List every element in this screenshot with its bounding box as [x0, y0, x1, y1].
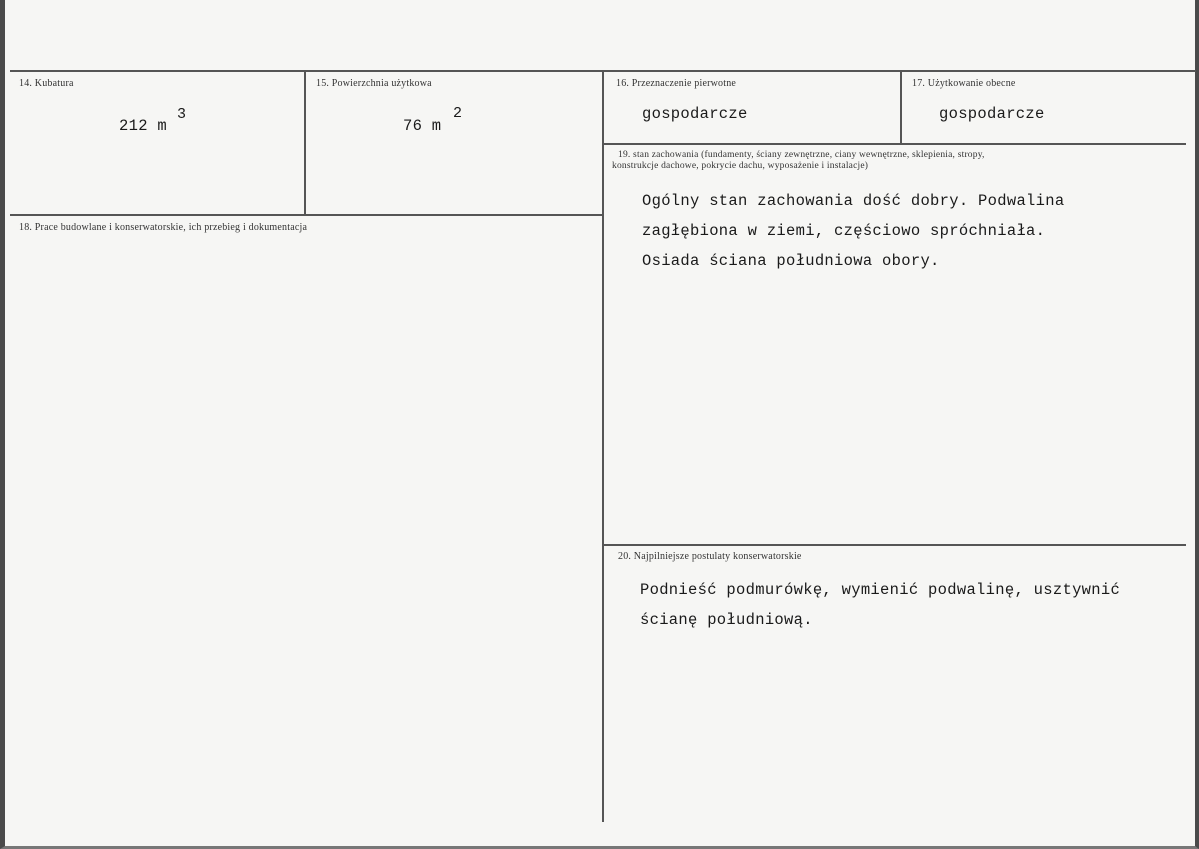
field-17-value: gospodarcze [939, 105, 1045, 123]
field-19-text-line3: Osiada ściana południowa obory. [642, 252, 940, 270]
field-20-text-line2: ścianę południową. [640, 611, 813, 629]
divider-16-17 [900, 72, 902, 144]
divider-main-column [602, 72, 604, 822]
field-15-label: 15. Powierzchnia użytkowa [316, 78, 432, 89]
field-16-value: gospodarcze [642, 105, 748, 123]
field-14-exponent: 3 [177, 106, 187, 123]
divider-14-15 [304, 72, 306, 215]
field-20-label: 20. Najpilniejsze postulaty konserwatorskie [618, 551, 802, 562]
field-19-label-line1: 19. stan zachowania (fundamenty, ściany zewnętrzne, ciany wewnętrzne, sklepienia, stropy, [618, 150, 985, 160]
field-20-text-line1: Podnieść podmurówkę, wymienić podwalinę, usztywnić [640, 581, 1121, 599]
field-15-value: 76 m [403, 117, 442, 135]
rule-above-20 [604, 544, 1186, 546]
field-19-text-line2: zagłębiona w ziemi, częściowo spróchniała. [642, 222, 1046, 240]
field-16-label: 16. Przeznaczenie pierwotne [616, 78, 737, 89]
field-18-label: 18. Prace budowlane i konserwatorskie, ich przebieg i dokumentacja [19, 222, 308, 233]
field-15-exponent: 2 [453, 105, 463, 122]
rule-below-14-15 [10, 214, 604, 216]
field-19-text-line1: Ogólny stan zachowania dość dobry. Podwalina [642, 192, 1065, 210]
field-14-label: 14. Kubatura [19, 78, 74, 89]
field-19-label-line2: konstrukcje dachowe, pokrycie dachu, wyposażenie i instalacje) [612, 161, 869, 171]
rule-below-16-17 [604, 143, 1186, 145]
field-14-value: 212 m [119, 117, 168, 135]
field-17-label: 17. Użytkowanie obecne [912, 78, 1016, 89]
